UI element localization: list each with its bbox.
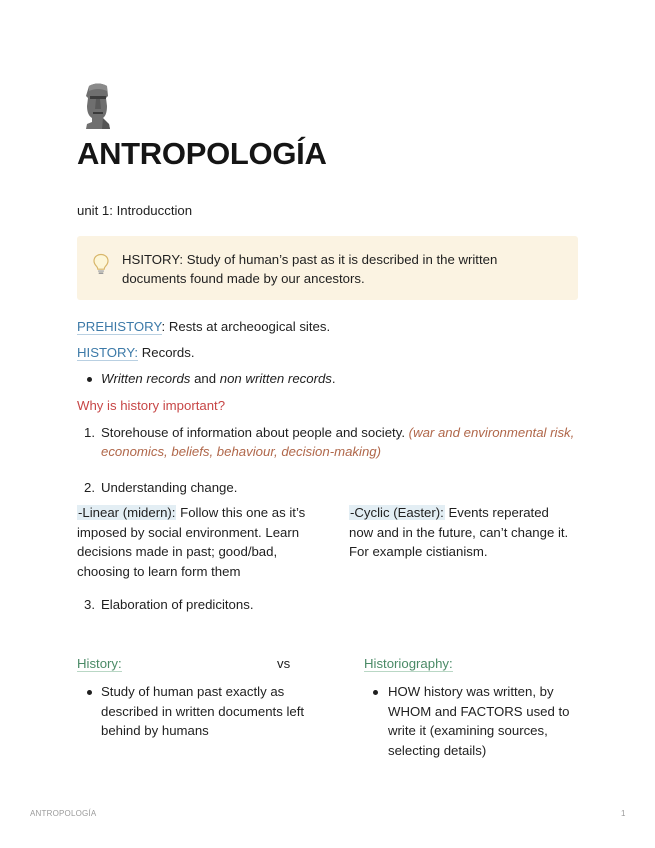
callout-text: HSITORY: Study of human’s past as it is described in the written documents found made by our ancestors. [122, 252, 498, 286]
non-written-records: non written records [219, 371, 332, 386]
history-text: Records. [138, 345, 195, 360]
list-item-note: (war and environmental risk, economics, beliefs, behaviour, decision-making) [101, 425, 575, 459]
footer-title: ANTROPOLOGÍA [30, 809, 97, 818]
list-number: 2. [84, 480, 95, 495]
records-period: . [331, 371, 336, 386]
why-heading: Why is history important? [77, 398, 226, 413]
prehistory-text: : Rests at archeoogical sites. [161, 319, 331, 334]
list-number: 3. [84, 597, 95, 612]
history-link[interactable]: HISTORY: [77, 345, 139, 360]
written-records: Written records [101, 371, 191, 386]
cyclic-label: -Cyclic (Easter): [350, 505, 444, 520]
historiography-label [364, 654, 453, 673]
page-number: 1 [621, 809, 626, 818]
list-number: 1. [84, 425, 95, 440]
history-line [77, 343, 195, 362]
history-callout [77, 236, 578, 300]
linear-label: -Linear (midern): [78, 505, 176, 520]
list-item [101, 423, 576, 461]
bullet-dot [87, 690, 92, 695]
records-bullet [101, 369, 336, 388]
list-item-text: Storehouse of information about people and society. [101, 425, 409, 440]
unit-label: unit 1: Introducction [77, 203, 193, 218]
history-definition: Study of human past exactly as described in written documents left behind by humans [101, 684, 305, 738]
page-title: ANTROPOLOGÍA [77, 136, 327, 171]
moai-icon [80, 82, 116, 130]
prehistory-link[interactable]: PREHISTORY [77, 319, 162, 334]
cyclic-text: Events reperated now and in the future, can’t change it. For example cistianism. [349, 505, 569, 559]
historiography-definition: HOW history was written, by WHOM and FACTORS used to write it (examining sources, selecting details) [388, 684, 570, 758]
prehistory-line [77, 317, 330, 336]
cyclic-column [349, 503, 574, 562]
history-compare-link[interactable]: History: [77, 656, 122, 671]
history-compare-label [77, 654, 122, 673]
historiography-link[interactable]: Historiography: [364, 656, 453, 671]
vs-label: vs [277, 656, 291, 671]
lightbulb-icon [92, 253, 110, 275]
linear-text: Follow this one as it’s imposed by social environment. Learn decisions made in past; good/bad, choosing to learn form them [77, 505, 306, 579]
linear-column [77, 503, 327, 581]
list-item: Elaboration of predicitons. [101, 597, 254, 612]
records-and: and [190, 371, 220, 386]
list-item: Understanding change. [101, 480, 238, 495]
bullet-dot [373, 690, 378, 695]
bullet-dot [87, 377, 92, 382]
